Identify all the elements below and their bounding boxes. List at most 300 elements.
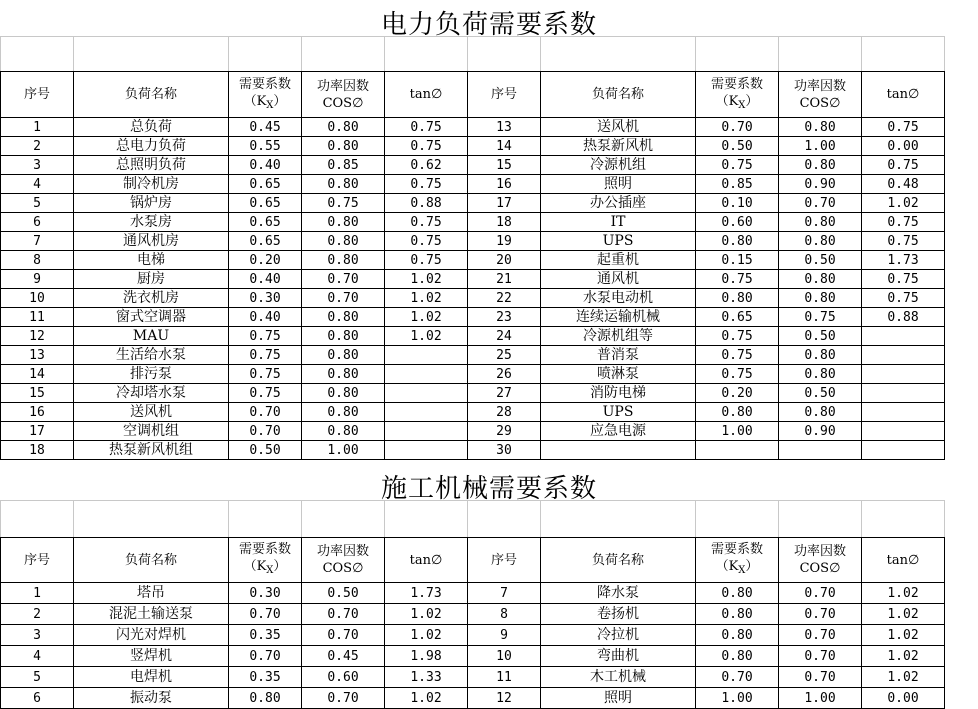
table-row [1,346,945,365]
cell-name[interactable]: 木工机械 [541,667,696,688]
cell-pf[interactable]: 0.70 [302,625,385,646]
cell-kx[interactable]: 0.70 [696,118,779,137]
cell-name[interactable]: 应急电源 [541,422,696,441]
cell-index[interactable]: 1 [1,583,74,604]
cell-index[interactable]: 15 [468,156,541,175]
cell-kx[interactable]: 0.70 [229,604,302,625]
cell-kx[interactable]: 1.00 [696,422,779,441]
cell-name[interactable]: 生活给水泵 [74,346,229,365]
cell-kx[interactable]: 0.10 [696,194,779,213]
empty-cell[interactable] [779,37,862,72]
table-row [1,270,945,289]
header-demand-factor[interactable] [696,538,779,583]
cell-name[interactable]: 水泵房 [74,213,229,232]
cell-name[interactable]: 照明 [541,688,696,709]
cell-pf[interactable]: 0.80 [779,232,862,251]
header-index[interactable] [468,538,541,583]
cell-index[interactable]: 7 [468,583,541,604]
cell-tan[interactable] [385,365,468,384]
header-tan[interactable] [385,72,468,118]
cell-tan[interactable]: 0.75 [862,270,945,289]
cell-kx[interactable]: 0.65 [696,308,779,327]
cell-pf[interactable]: 0.70 [302,688,385,709]
cell-tan[interactable]: 0.75 [385,118,468,137]
cell-kx[interactable]: 1.00 [696,688,779,709]
cell-kx[interactable]: 0.30 [229,583,302,604]
cell-tan[interactable]: 1.02 [385,270,468,289]
header-index[interactable] [468,72,541,118]
cell-kx[interactable]: 0.30 [229,289,302,308]
cell-tan[interactable]: 0.00 [862,688,945,709]
cell-index[interactable]: 15 [1,384,74,403]
cell-index[interactable]: 12 [468,688,541,709]
cell-pf[interactable]: 1.00 [779,688,862,709]
cell-index[interactable]: 21 [468,270,541,289]
cell-pf[interactable]: 0.80 [302,137,385,156]
cell-kx[interactable]: 0.40 [229,308,302,327]
kx-open: （K [243,559,267,574]
header-name[interactable] [74,72,229,118]
cell-index[interactable]: 22 [468,289,541,308]
cell-name[interactable]: 总负荷 [74,118,229,137]
cell-index[interactable]: 1 [1,118,74,137]
cell-name[interactable]: IT [541,213,696,232]
header-name[interactable] [74,538,229,583]
empty-cell[interactable] [541,501,696,538]
header-power-factor[interactable] [302,72,385,118]
cell-kx[interactable]: 0.15 [696,251,779,270]
empty-cell[interactable] [229,501,302,538]
cell-pf[interactable]: 0.80 [779,403,862,422]
cell-index[interactable]: 20 [468,251,541,270]
cell-name[interactable]: 消防电梯 [541,384,696,403]
cell-tan[interactable]: 0.75 [862,289,945,308]
cell-tan[interactable] [385,403,468,422]
empty-cell[interactable] [862,501,945,538]
kx-subscript: X [266,99,274,111]
cell-kx[interactable]: 0.45 [229,118,302,137]
cell-pf[interactable]: 0.80 [779,365,862,384]
cell-kx[interactable]: 0.70 [229,422,302,441]
table-row [1,688,945,709]
cell-pf[interactable]: 0.70 [302,604,385,625]
cell-index[interactable]: 4 [1,646,74,667]
cell-tan[interactable]: 1.02 [862,583,945,604]
cell-pf[interactable]: 0.80 [302,384,385,403]
header-name-label: 负荷名称 [591,87,644,102]
cell-index[interactable]: 8 [1,251,74,270]
cell-tan[interactable]: 1.02 [385,604,468,625]
cell-kx[interactable]: 0.75 [696,270,779,289]
empty-cell[interactable] [468,37,541,72]
cell-tan[interactable]: 1.73 [385,583,468,604]
cell-name[interactable]: 制冷机房 [74,175,229,194]
cell-name[interactable]: 起重机 [541,251,696,270]
header-pf-line1: 功率因数 [793,544,846,559]
table-row [1,289,945,308]
empty-cell[interactable] [541,37,696,72]
cell-pf[interactable]: 0.90 [779,175,862,194]
cell-name[interactable]: 总照明负荷 [74,156,229,175]
cell-pf[interactable]: 0.80 [302,232,385,251]
cell-name[interactable]: 闪光对焊机 [74,625,229,646]
cell-tan[interactable]: 1.02 [385,625,468,646]
cell-name[interactable]: 总电力负荷 [74,137,229,156]
cell-kx[interactable]: 0.80 [696,232,779,251]
cell-pf[interactable]: 0.80 [302,118,385,137]
cell-kx[interactable]: 0.80 [696,625,779,646]
cell-index[interactable]: 18 [1,441,74,460]
cell-pf[interactable]: 0.50 [779,251,862,270]
cell-index[interactable]: 13 [1,346,74,365]
cell-kx[interactable]: 0.80 [696,403,779,422]
cell-name[interactable]: 锅炉房 [74,194,229,213]
cell-index[interactable]: 27 [468,384,541,403]
empty-cell[interactable] [779,501,862,538]
header-index[interactable] [1,538,74,583]
cell-tan[interactable]: 0.75 [862,213,945,232]
cell-kx[interactable]: 0.75 [229,346,302,365]
cell-kx[interactable]: 0.70 [229,403,302,422]
cell-pf[interactable]: 0.50 [779,384,862,403]
empty-cell[interactable] [74,501,229,538]
cell-index[interactable]: 11 [468,667,541,688]
cell-name[interactable]: 通风机房 [74,232,229,251]
cell-kx[interactable]: 0.20 [229,251,302,270]
cell-tan[interactable]: 1.02 [385,688,468,709]
cell-tan[interactable] [385,384,468,403]
header-power-factor[interactable] [779,538,862,583]
cell-pf[interactable]: 0.75 [779,308,862,327]
cell-tan[interactable]: 0.75 [385,251,468,270]
cell-name[interactable]: 弯曲机 [541,646,696,667]
cell-kx[interactable]: 0.80 [696,604,779,625]
cell-index[interactable]: 16 [1,403,74,422]
header-name[interactable] [541,538,696,583]
empty-cell[interactable] [696,501,779,538]
cell-tan[interactable]: 1.02 [385,308,468,327]
cell-tan[interactable]: 1.02 [862,667,945,688]
cell-tan[interactable]: 0.88 [862,308,945,327]
cell-name[interactable]: 冷拉机 [541,625,696,646]
cell-kx[interactable] [696,441,779,460]
cell-index[interactable]: 10 [1,289,74,308]
cell-kx[interactable]: 0.75 [696,327,779,346]
cell-tan[interactable]: 1.02 [862,194,945,213]
cell-pf[interactable]: 0.80 [302,213,385,232]
cell-pf[interactable]: 0.80 [302,327,385,346]
cell-tan[interactable]: 1.33 [385,667,468,688]
cell-kx[interactable]: 0.40 [229,156,302,175]
cell-index[interactable]: 5 [1,194,74,213]
cell-pf[interactable]: 0.70 [779,625,862,646]
cell-name[interactable]: 冷源机组等 [541,327,696,346]
cell-kx[interactable]: 0.80 [696,646,779,667]
cell-name[interactable]: 厨房 [74,270,229,289]
cell-index[interactable]: 5 [1,667,74,688]
cell-kx[interactable]: 0.70 [696,667,779,688]
cell-index[interactable]: 2 [1,604,74,625]
table-row [1,604,945,625]
cell-kx[interactable]: 0.40 [229,270,302,289]
cell-tan[interactable] [385,422,468,441]
cell-pf[interactable]: 0.60 [302,667,385,688]
cell-kx[interactable]: 0.75 [696,156,779,175]
header-index[interactable] [1,72,74,118]
cell-index[interactable]: 19 [468,232,541,251]
table-row [1,194,945,213]
cell-kx[interactable]: 0.65 [229,175,302,194]
cell-name[interactable]: 混泥土输送泵 [74,604,229,625]
cell-index[interactable]: 25 [468,346,541,365]
cell-tan[interactable]: 0.62 [385,156,468,175]
cell-pf[interactable]: 0.80 [302,403,385,422]
header-power-factor[interactable] [779,72,862,118]
cell-kx[interactable]: 0.35 [229,625,302,646]
cell-tan[interactable]: 0.75 [385,175,468,194]
empty-cell[interactable] [74,37,229,72]
cell-tan[interactable]: 1.02 [862,604,945,625]
cell-index[interactable]: 23 [468,308,541,327]
cell-kx[interactable]: 0.35 [229,667,302,688]
cell-tan[interactable] [385,441,468,460]
cell-tan[interactable] [862,346,945,365]
cell-pf[interactable]: 0.70 [779,667,862,688]
cell-name[interactable]: 通风机 [541,270,696,289]
cell-name[interactable]: 排污泵 [74,365,229,384]
cell-pf[interactable]: 0.80 [302,422,385,441]
cell-index[interactable]: 4 [1,175,74,194]
cell-name[interactable]: 冷源机组 [541,156,696,175]
cell-tan[interactable]: 0.75 [862,232,945,251]
cell-pf[interactable] [779,441,862,460]
cell-pf[interactable]: 1.00 [779,137,862,156]
header-demand-factor[interactable] [229,538,302,583]
cell-tan[interactable]: 0.75 [862,156,945,175]
header-index-label: 序号 [23,552,50,568]
cell-name[interactable]: UPS [541,403,696,422]
cell-kx[interactable]: 0.65 [229,232,302,251]
cell-tan[interactable] [862,441,945,460]
cell-kx[interactable]: 0.75 [229,384,302,403]
phi-symbol: ∅ [352,561,364,576]
kx-close: ） [273,559,287,574]
cell-pf[interactable]: 0.85 [302,156,385,175]
cell-index[interactable]: 9 [1,270,74,289]
cell-name[interactable]: 办公插座 [541,194,696,213]
cell-name[interactable]: 热泵新风机 [541,137,696,156]
cell-name[interactable]: 照明 [541,175,696,194]
cell-index[interactable]: 10 [468,646,541,667]
cell-index[interactable]: 12 [1,327,74,346]
cell-tan[interactable]: 0.75 [385,137,468,156]
empty-cell[interactable] [1,37,74,72]
cell-name[interactable]: 电梯 [74,251,229,270]
cell-tan[interactable]: 1.02 [385,289,468,308]
cell-name[interactable]: 送风机 [74,403,229,422]
cell-pf[interactable]: 0.80 [779,289,862,308]
cell-index[interactable]: 6 [1,213,74,232]
cell-name[interactable]: 电焊机 [74,667,229,688]
cell-tan[interactable] [862,403,945,422]
cell-index[interactable]: 13 [468,118,541,137]
cell-kx[interactable]: 0.80 [696,289,779,308]
cell-index[interactable]: 28 [468,403,541,422]
cell-pf[interactable]: 0.80 [779,346,862,365]
cell-name[interactable]: 水泵电动机 [541,289,696,308]
empty-cell[interactable] [468,501,541,538]
cell-pf[interactable]: 0.80 [302,365,385,384]
cell-name[interactable]: UPS [541,232,696,251]
cell-pf[interactable]: 0.70 [302,289,385,308]
cell-index[interactable]: 18 [468,213,541,232]
cell-pf[interactable]: 0.80 [779,156,862,175]
header-tan[interactable] [862,538,945,583]
cell-tan[interactable] [862,384,945,403]
cell-name[interactable]: 普消泵 [541,346,696,365]
cell-name[interactable] [541,441,696,460]
header-name[interactable] [541,72,696,118]
cell-tan[interactable]: 1.73 [862,251,945,270]
header-kx-line1: 需要系数 [238,542,291,557]
cell-name[interactable]: 竖焊机 [74,646,229,667]
cell-tan[interactable]: 1.02 [862,625,945,646]
cell-index[interactable]: 3 [1,156,74,175]
cell-name[interactable]: 连续运输机械 [541,308,696,327]
empty-cell[interactable] [862,37,945,72]
cell-index[interactable]: 9 [468,625,541,646]
cell-pf[interactable]: 0.70 [302,270,385,289]
cell-index[interactable]: 3 [1,625,74,646]
cell-kx[interactable]: 0.85 [696,175,779,194]
cell-index[interactable]: 26 [468,365,541,384]
cell-kx[interactable]: 0.65 [229,194,302,213]
cell-pf[interactable]: 0.80 [302,346,385,365]
cell-kx[interactable]: 0.75 [229,365,302,384]
cell-index[interactable]: 17 [1,422,74,441]
cell-pf[interactable]: 0.50 [779,327,862,346]
cell-index[interactable]: 6 [1,688,74,709]
header-demand-factor[interactable] [229,72,302,118]
cell-pf[interactable]: 0.70 [779,583,862,604]
cell-kx[interactable]: 0.75 [696,346,779,365]
cell-pf[interactable]: 0.80 [779,270,862,289]
cell-pf[interactable]: 0.50 [302,583,385,604]
cell-kx[interactable]: 0.80 [696,583,779,604]
cell-name[interactable]: 洗衣机房 [74,289,229,308]
cell-pf[interactable]: 0.80 [779,118,862,137]
cell-kx[interactable]: 0.65 [229,213,302,232]
header-index-label: 序号 [23,87,50,102]
cell-kx[interactable]: 0.75 [696,365,779,384]
empty-cell[interactable] [1,501,74,538]
cell-pf[interactable]: 0.80 [779,213,862,232]
cell-index[interactable]: 8 [468,604,541,625]
cell-kx[interactable]: 0.50 [696,137,779,156]
empty-cell[interactable] [302,501,385,538]
cell-index[interactable]: 7 [1,232,74,251]
cell-pf[interactable]: 0.75 [302,194,385,213]
cell-name[interactable]: 送风机 [541,118,696,137]
cell-pf[interactable]: 0.45 [302,646,385,667]
cell-name[interactable]: 空调机组 [74,422,229,441]
cell-tan[interactable]: 0.00 [862,137,945,156]
cell-name[interactable]: 振动泵 [74,688,229,709]
cell-index[interactable]: 16 [468,175,541,194]
header-demand-factor[interactable] [696,72,779,118]
cell-pf[interactable]: 0.80 [302,308,385,327]
cell-name[interactable]: MAU [74,327,229,346]
cell-index[interactable]: 14 [1,365,74,384]
cell-tan[interactable]: 1.02 [385,327,468,346]
cell-tan[interactable] [385,346,468,365]
header-pf-line2 [779,560,861,577]
cell-index[interactable]: 11 [1,308,74,327]
cell-pf[interactable]: 1.00 [302,441,385,460]
cell-pf[interactable]: 0.80 [302,175,385,194]
cell-name[interactable]: 热泵新风机组 [74,441,229,460]
cell-index[interactable]: 14 [468,137,541,156]
empty-cell[interactable] [302,37,385,72]
cell-index[interactable]: 17 [468,194,541,213]
cell-index[interactable]: 24 [468,327,541,346]
cell-name[interactable]: 降水泵 [541,583,696,604]
cell-index[interactable]: 29 [468,422,541,441]
cell-kx[interactable]: 0.20 [696,384,779,403]
header-tan[interactable] [385,538,468,583]
cell-kx[interactable]: 0.75 [229,327,302,346]
empty-cell[interactable] [229,37,302,72]
header-pf-line2 [302,560,384,577]
cell-name[interactable]: 窗式空调器 [74,308,229,327]
cell-tan[interactable]: 0.75 [862,118,945,137]
cell-tan[interactable] [862,365,945,384]
cell-pf[interactable]: 0.70 [779,604,862,625]
cell-kx[interactable]: 0.60 [696,213,779,232]
cell-tan[interactable]: 0.48 [862,175,945,194]
empty-cell[interactable] [385,501,468,538]
cell-kx[interactable]: 0.55 [229,137,302,156]
cell-kx[interactable]: 0.80 [229,688,302,709]
cell-pf[interactable]: 0.80 [302,251,385,270]
blank-row [0,36,945,72]
cell-pf[interactable]: 0.90 [779,422,862,441]
cell-kx[interactable]: 0.50 [229,441,302,460]
cell-index[interactable]: 2 [1,137,74,156]
cell-name[interactable]: 喷淋泵 [541,365,696,384]
phi-symbol: ∅ [829,95,841,111]
header-power-factor[interactable] [302,538,385,583]
cell-kx[interactable]: 0.70 [229,646,302,667]
cell-tan[interactable]: 0.75 [385,213,468,232]
cell-tan[interactable] [862,422,945,441]
cell-pf[interactable]: 0.70 [779,194,862,213]
cell-index[interactable]: 30 [468,441,541,460]
cell-tan[interactable]: 1.98 [385,646,468,667]
cell-tan[interactable]: 0.75 [385,232,468,251]
cell-tan[interactable]: 0.88 [385,194,468,213]
header-kx-line2 [696,558,778,579]
cell-name[interactable]: 塔吊 [74,583,229,604]
empty-cell[interactable] [696,37,779,72]
cell-name[interactable]: 冷却塔水泵 [74,384,229,403]
cell-pf[interactable]: 0.70 [779,646,862,667]
cell-name[interactable]: 卷扬机 [541,604,696,625]
header-tan[interactable] [862,72,945,118]
cell-tan[interactable] [862,327,945,346]
empty-cell[interactable] [385,37,468,72]
cell-tan[interactable]: 1.02 [862,646,945,667]
